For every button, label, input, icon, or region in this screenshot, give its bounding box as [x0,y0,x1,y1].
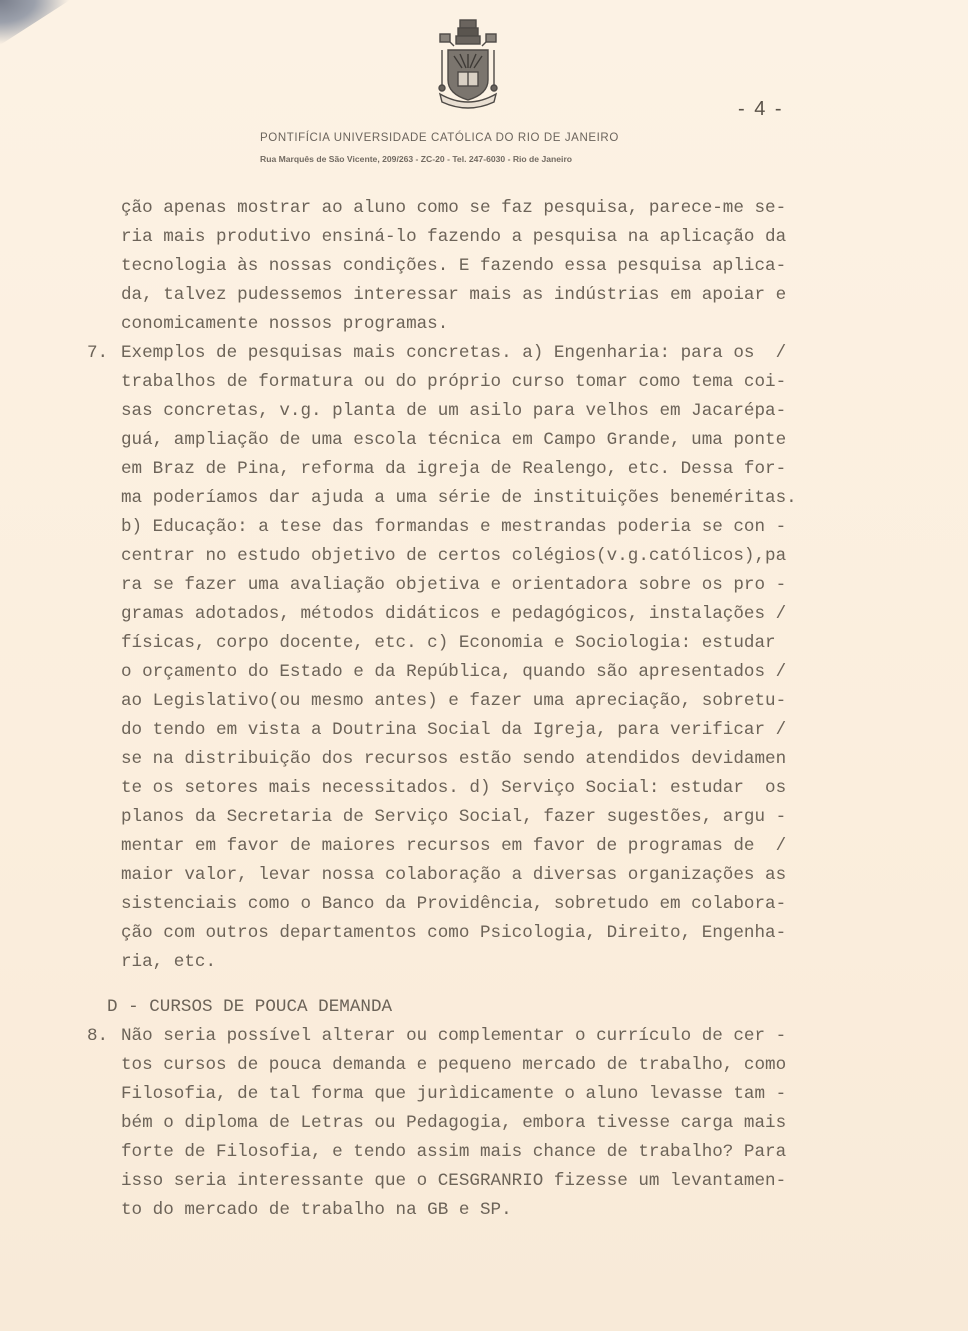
text-line: bém o diploma de Letras ou Pedagogia, embora tivesse carga mais [121,1113,787,1133]
text-line: gramas adotados, métodos didáticos e pedagógicos, instalações / [121,604,787,624]
text-line: trabalhos de formatura ou do próprio curso tomar como tema coi- [121,372,787,392]
text-line: guá, ampliação de uma escola técnica em Campo Grande, uma ponte [121,430,787,450]
text-line: em Braz de Pina, reforma da igreja de Realengo, etc. Dessa for- [121,459,787,479]
text-line: centrar no estudo objetivo de certos colégios(v.g.católicos),pa [121,546,787,566]
text-line: ção apenas mostrar ao aluno como se faz pesquisa, parece-me se- [121,198,787,218]
text-line: ao Legislativo(ou mesmo antes) e fazer uma apreciação, sobretu- [121,691,787,711]
section-heading: D - CURSOS DE POUCA DEMANDA [107,997,393,1017]
text-line: ria, etc. [121,952,217,972]
text-line: tos cursos de pouca demanda e pequeno mercado de trabalho, como [121,1055,787,1075]
text-line: ção com outros departamentos como Psicologia, Direito, Engenha- [121,923,787,943]
text-line: b) Educação: a tese das formandas e mestrandas poderia se con - [121,517,787,537]
institution-address: Rua Marquês de São Vicente, 209/263 - ZC-20 - Tel. 247-6030 - Rio de Janeiro [260,154,573,164]
item-number: 7. [87,343,109,363]
text-line: to do mercado de trabalho na GB e SP. [121,1200,512,1220]
text-line: da, talvez pudessemos interessar mais as indústrias em apoiar e [121,285,787,305]
text-line: se na distribuição dos recursos estão sendo atendidos devidamen [121,749,787,769]
text-line: sistenciais como o Banco da Providência, sobretudo em colabora- [121,894,787,914]
text-line: do tendo em vista a Doutrina Social da Igreja, para verificar / [121,720,787,740]
text-line: físicas, corpo docente, etc. c) Economia e Sociologia: estudar [121,633,776,653]
text-line: Exemplos de pesquisas mais concretas. a) Engenharia: para os / [121,343,787,363]
institution-name: PONTIFÍCIA UNIVERSIDADE CATÓLICA DO RIO DE JANEIRO [260,132,619,144]
page-number: - 4 - [738,98,784,120]
text-line: maior valor, levar nossa colaboração a diversas organizações as [121,865,787,885]
text-line: o orçamento do Estado e da República, quando são apresentados / [121,662,787,682]
text-line: isso seria interessante que o CESGRANRIO fizesse um levantamen- [121,1171,787,1191]
text-line: ria mais produtivo ensiná-lo fazendo a pesquisa na aplicação da [121,227,787,247]
text-line: ra se fazer uma avaliação objetiva e orientadora sobre os pro - [121,575,787,595]
text-line: planos da Secretaria de Serviço Social, fazer sugestões, argu - [121,807,787,827]
scan-corner-shadow [0,0,70,45]
text-line: te os setores mais necessitados. d) Serviço Social: estudar os [121,778,787,798]
text-line: Filosofia, de tal forma que jurìdicamente o aluno levasse tam - [121,1084,787,1104]
item-number: 8. [87,1026,109,1046]
text-line: ma poderíamos dar ajuda a uma série de instituições beneméritas. [121,488,797,508]
text-line: mentar em favor de maiores recursos em favor de programas de / [121,836,787,856]
text-line: Não seria possível alterar ou complementar o currículo de cer - [121,1026,787,1046]
text-line: forte de Filosofia, e tendo assim mais chance de trabalho? Para [121,1142,787,1162]
text-line: tecnologia às nossas condições. E fazendo essa pesquisa aplica- [121,256,787,276]
text-line: sas concretas, v.g. planta de um asilo para velhos em Jacarépa- [121,401,787,421]
pontifical-crest-icon [432,16,504,110]
text-line: conomicamente nossos programas. [121,314,449,334]
